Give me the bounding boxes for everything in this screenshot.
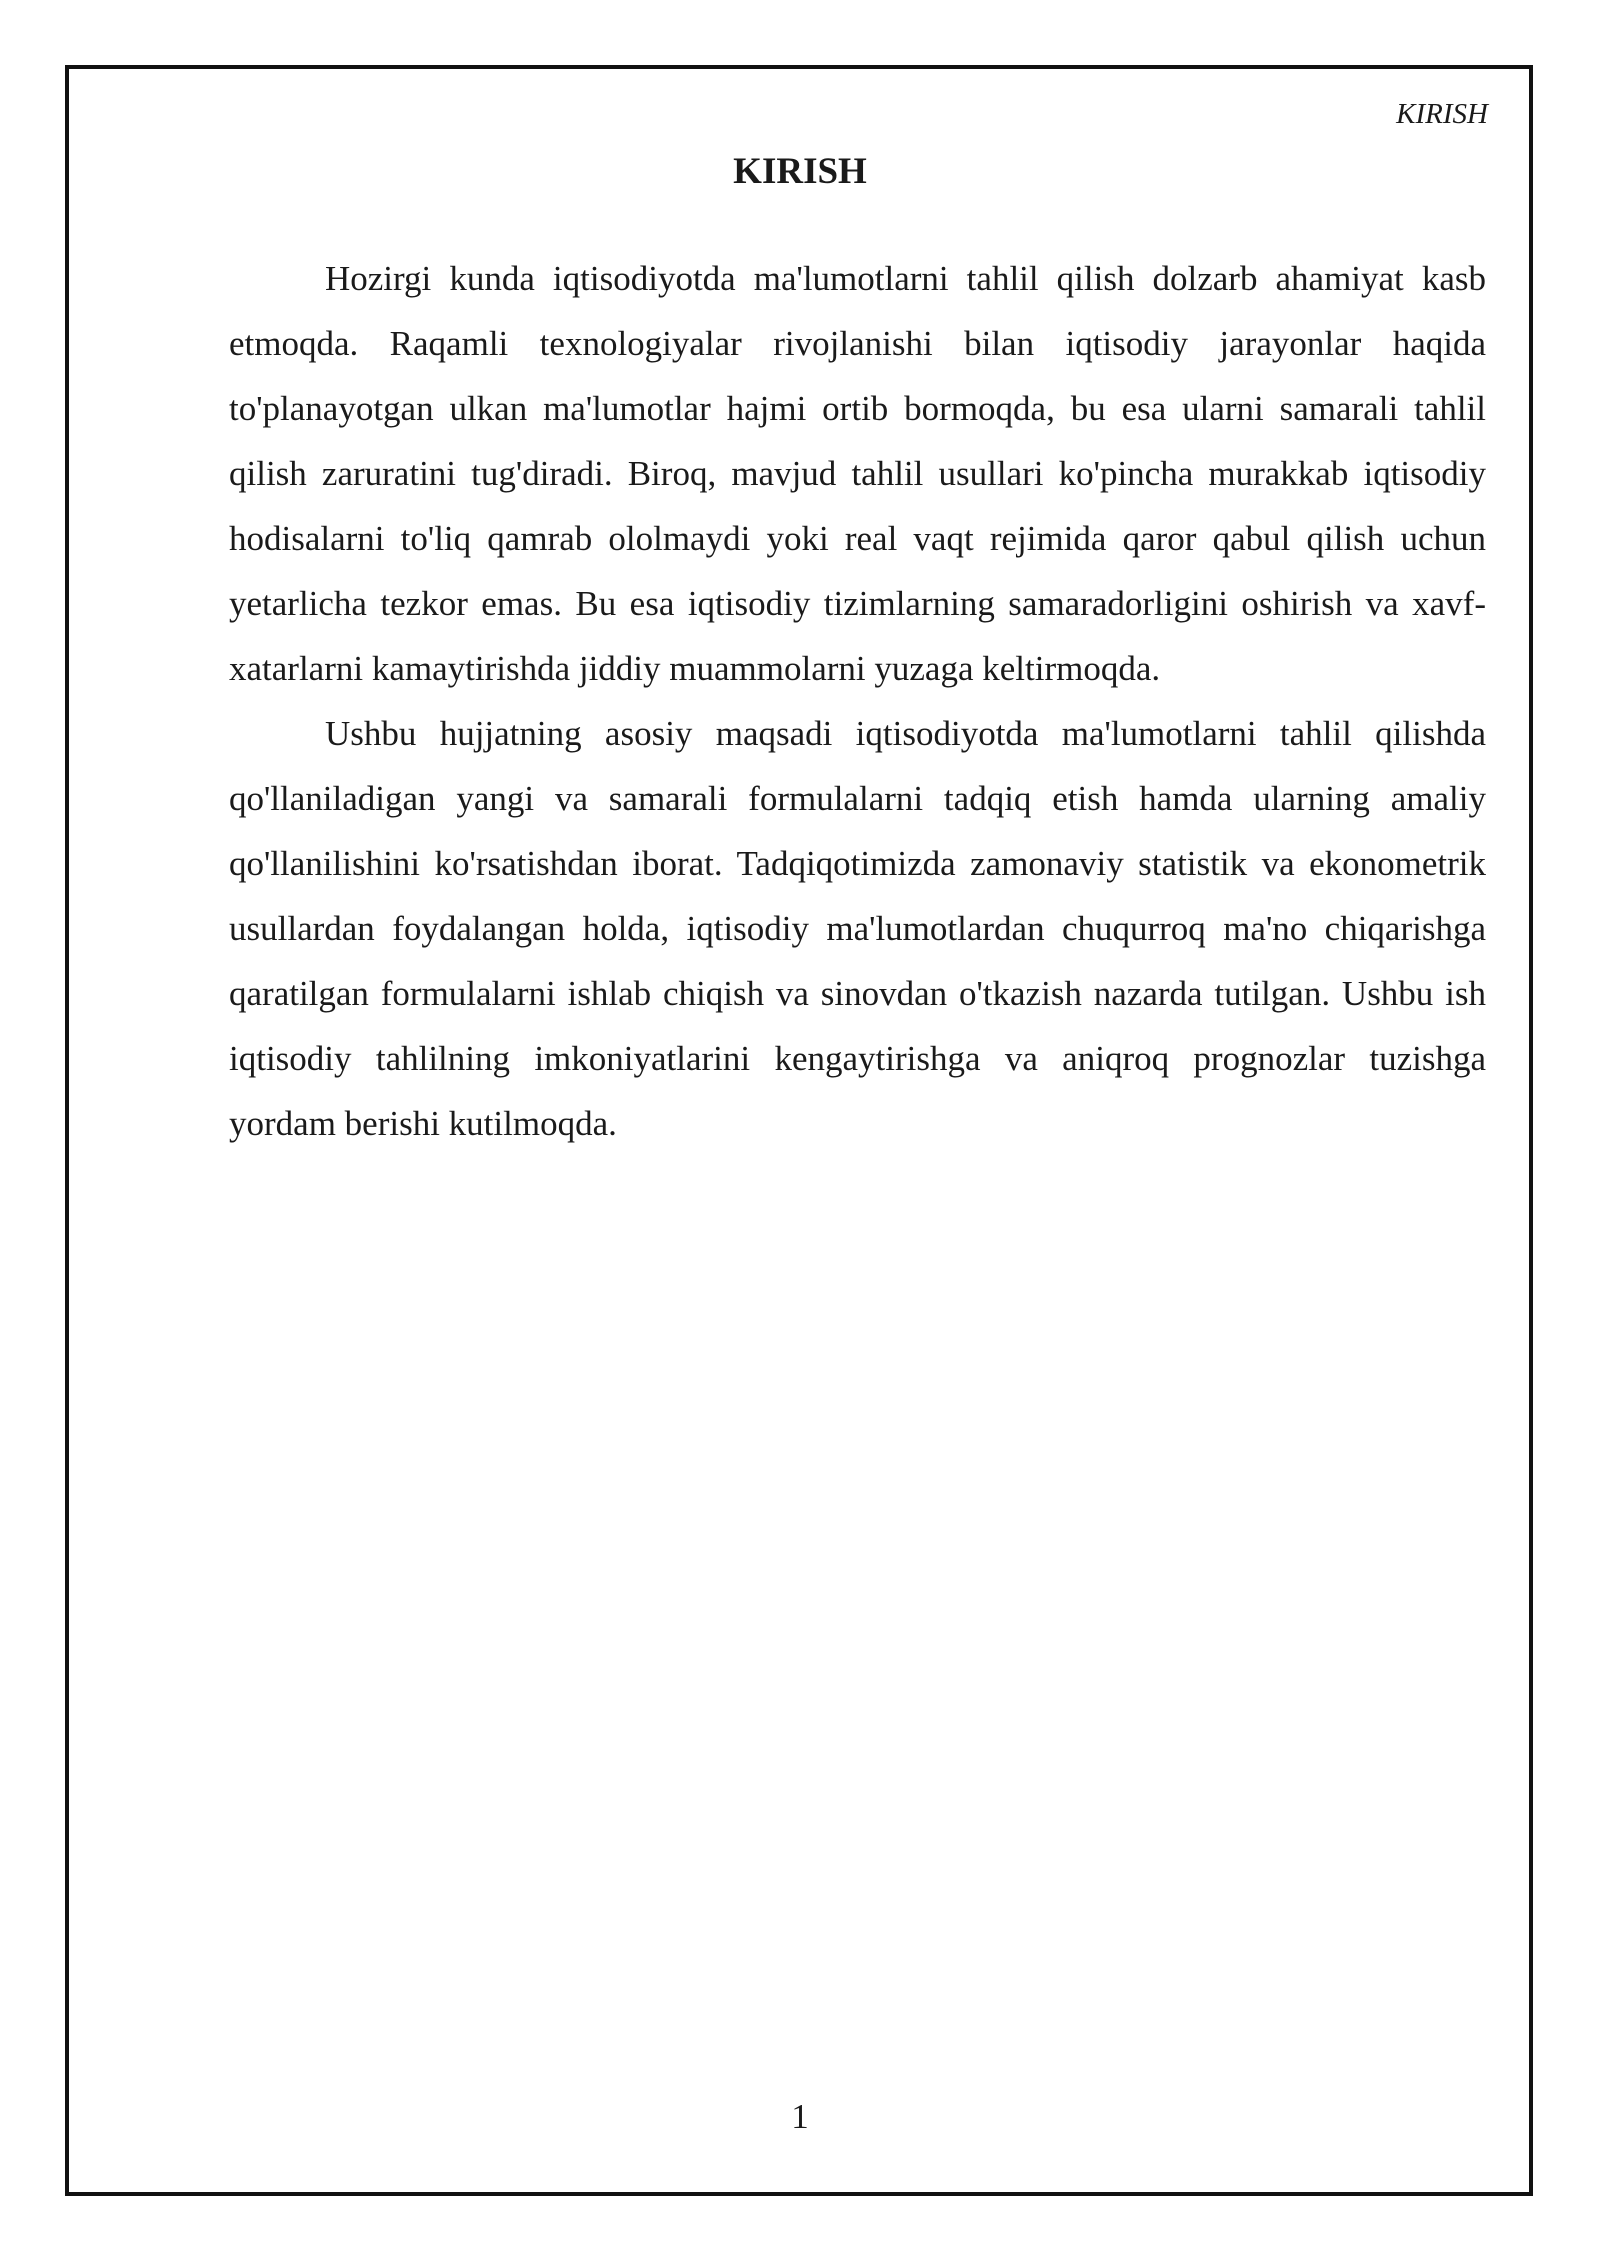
- page-number: 1: [791, 2097, 809, 2136]
- body-text: [229, 246, 1486, 1156]
- paragraph-1: Hozirgi kunda iqtisodiyotda ma'lumotlarni tahlil qilish dolzarb ahamiyat kasb etmoqda. Raqamli texnologiyalar rivojlanishi bilan iqtisodiy jarayonlar haqida to'planayotgan ulkan ma'lumotlar hajmi ortib bormoqda, bu esa ularni samarali tahlil qilish zaruratini tug'diradi. Biroq, mavjud tahlil usullari ko'pincha murakkab iqtisodiy hodisalarni to'liq qamrab ololmaydi yoki real vaqt rejimida qaror qabul qilish uchun yetarlicha tezkor emas. Bu esa iqtisodiy tizimlarning samaradorligini oshirish va xavf-xatarlarni kamaytirishda jiddiy muammolarni yuzaga keltirmoqda.: [229, 259, 1486, 688]
- page-title: KIRISH: [733, 151, 867, 192]
- running-header: KIRISH: [1396, 98, 1488, 130]
- paragraph-2: Ushbu hujjatning asosiy maqsadi iqtisodiyotda ma'lumotlarni tahlil qilishda qo'llaniladigan yangi va samarali formulalarni tadqiq etish hamda ularning amaliy qo'llanilishini ko'rsatishdan iborat. Tadqiqotimizda zamonaviy statistik va ekonometrik usullardan foydalangan holda, iqtisodiy ma'lumotlardan chuqurroq ma'no chiqarishga qaratilgan formulalarni ishlab chiqish va sinovdan o'tkazish nazarda tutilgan. Ushbu ish iqtisodiy tahlilning imkoniyatlarini kengaytirishga va aniqroq prognozlar tuzishga yordam berishi kutilmoqda.: [229, 714, 1486, 1143]
